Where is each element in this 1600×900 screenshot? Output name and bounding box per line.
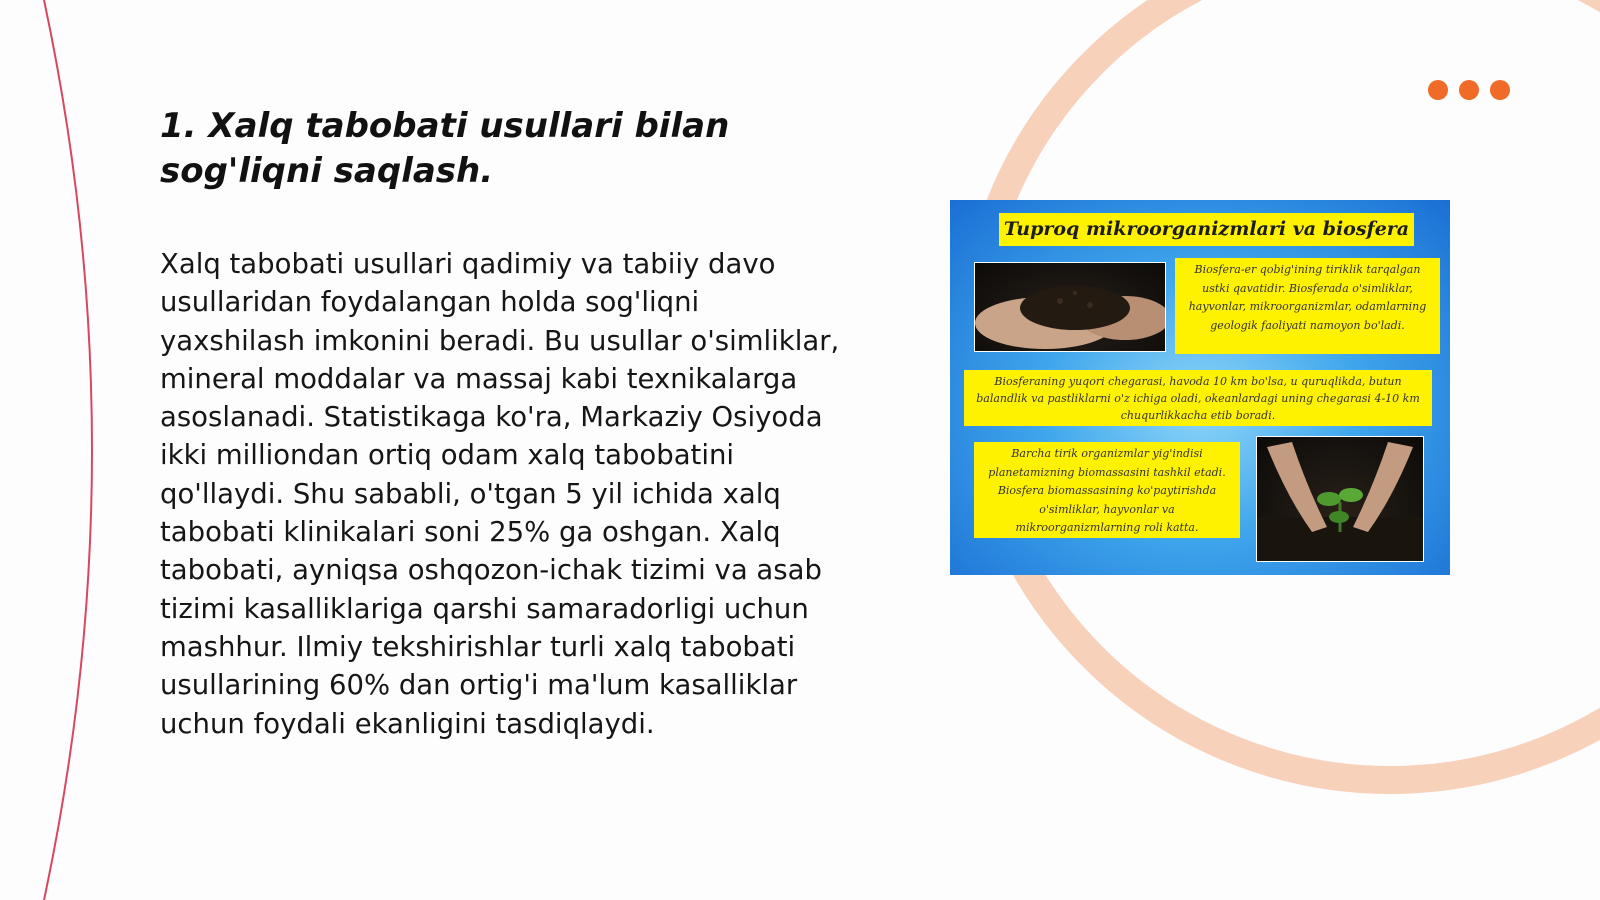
image-title: Tuproq mikroorganizmlari va biosfera — [999, 213, 1414, 246]
decorative-dots — [1428, 80, 1510, 100]
info-box-biomass: Barcha tirik organizmlar yig'indisi planetamizning biomassasini tashkil etadi. Biosfera biomassasining ko'paytirishda o'simliklar, hayvonlar va mikroorganizmlarning roli katta. — [974, 442, 1240, 538]
slide-body-text: Xalq tabobati usullari qadimiy va tabiiy davo usullaridan foydalangan holda sog'liqni yaxshilash imkonini beradi. Bu usullar o'simliklar, mineral moddalar va massaj kabi texnikalarga asoslanadi. Statistikaga ko'ra, Markaziy Osiyoda ikki milliondan ortiq odam xalq tabobatini qo'llaydi. Shu sababli, o'tgan 5 yil ichida xalq tabobati klinikalari soni 25% ga oshgan. Xalq tabobati, ayniqsa oshqozon-ichak tizimi va asab tizimi kasalliklariga qarshi samaradorligi uchun mashhur. Ilmiy tekshirishlar turli xalq tabobati usullarining 60% dan ortig'i ma'lum kasalliklar uchun foydali ekanligini tasdiqlaydi. — [160, 248, 840, 740]
dot-icon — [1459, 80, 1479, 100]
left-curve-line — [44, 0, 92, 900]
dot-icon — [1428, 80, 1448, 100]
slide-title: 1. Xalq tabobati usullari bilan sog'liqni saqlash. — [160, 106, 730, 191]
embedded-slide-image — [950, 200, 1450, 575]
info-box-biosphere-definition: Biosfera-er qobig'ining tiriklik tarqalgan ustki qavatidir. Biosferada o'simliklar, hayvonlar, mikroorganizmlar, odamlarning geologik faoliyati namoyon bo'ladi. — [1175, 258, 1440, 354]
seedling-hands-photo — [1256, 436, 1424, 562]
dot-icon — [1490, 80, 1510, 100]
info-box-biosphere-bounds: Biosferaning yuqori chegarasi, havoda 10 km bo'lsa, u quruqlikda, butun balandlik va pastliklarni o'z ichiga oladi, okeanlardagi uning chegarasi 4-10 km chuqurlikkacha etib boradi. — [964, 370, 1432, 426]
soil-hands-photo — [974, 262, 1166, 352]
